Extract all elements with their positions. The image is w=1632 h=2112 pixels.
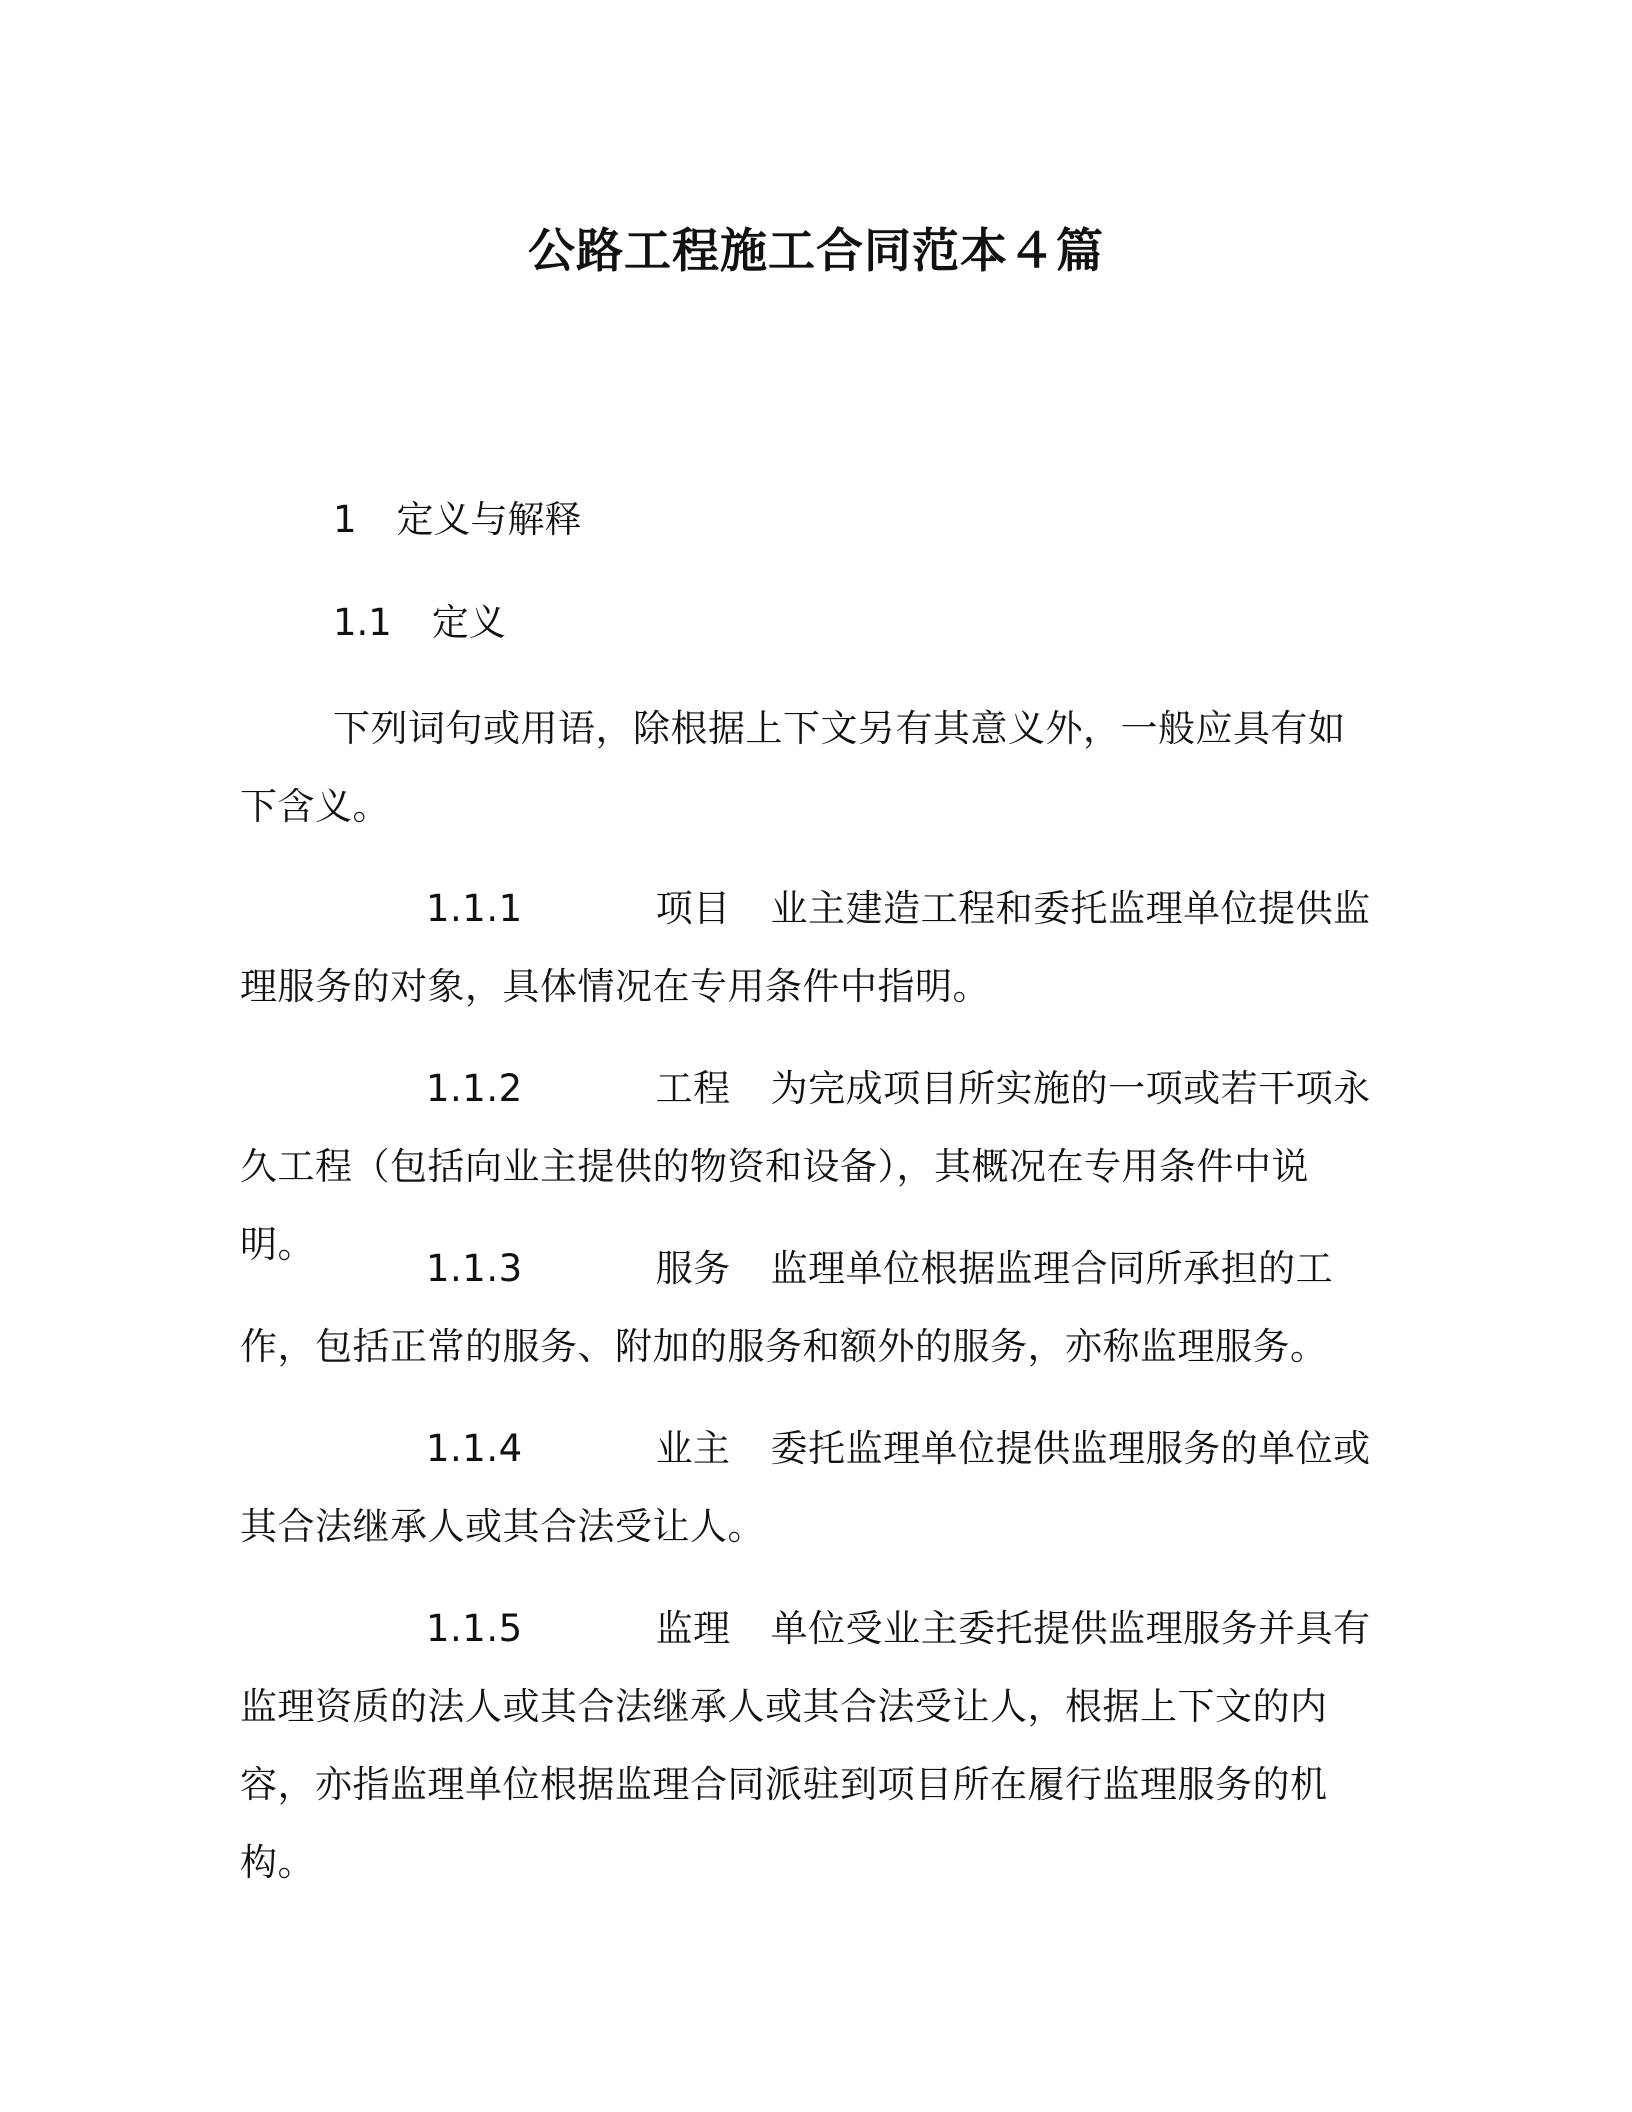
definition-number: 1.1.4	[426, 1427, 523, 1470]
definition-text: 业主建造工程和委托监理单位提供监理服务的对象，具体情况在专用条件中指明。	[240, 887, 1371, 1008]
section-heading-1	[333, 495, 582, 545]
section-heading-1-1	[333, 598, 506, 648]
document-title: 公路工程施工合同范本４篇	[528, 224, 1104, 279]
intro-paragraph: 下列词句或用语，除根据上下文另有其意义外，一般应具有如下含义。	[240, 707, 1346, 828]
definition-text: 委托监理单位提供监理服务的单位或其合法继承人或其合法受让人。	[240, 1427, 1371, 1548]
definition-term: 项目	[655, 887, 731, 930]
definition-number: 1.1.1	[426, 887, 523, 930]
definition-term: 工程	[655, 1067, 731, 1110]
definition-number: 1.1.5	[426, 1607, 523, 1650]
definition-text: 为完成项目所实施的一项或若干项永久工程（包括向业主提供的物资和设备），其概况在专用条件中说明。	[240, 1067, 1371, 1266]
section-title: 定义与解释	[396, 498, 582, 541]
definition-1-1-3	[240, 1230, 1380, 1386]
definition-term: 监理	[655, 1607, 731, 1650]
definition-number: 1.1.3	[426, 1247, 523, 1290]
definition-1-1-5	[240, 1590, 1380, 1902]
definition-1-1-4	[240, 1410, 1380, 1566]
definition-1-1-1	[240, 870, 1380, 1026]
section-title: 定义	[431, 601, 506, 644]
definition-text: 单位受业主委托提供监理服务并具有监理资质的法人或其合法继承人或其合法受让人，根据上下文的内容，亦指监理单位根据监理合同派驻到项目所在履行监理服务的机构。	[240, 1607, 1371, 1884]
section-number: 1.1	[333, 601, 392, 644]
definition-number: 1.1.2	[426, 1067, 523, 1110]
section-number: 1	[333, 498, 357, 541]
definition-term: 服务	[655, 1247, 731, 1290]
definition-text: 监理单位根据监理合同所承担的工作，包括正常的服务、附加的服务和额外的服务，亦称监理服务。	[240, 1247, 1334, 1368]
definition-term: 业主	[655, 1427, 731, 1470]
